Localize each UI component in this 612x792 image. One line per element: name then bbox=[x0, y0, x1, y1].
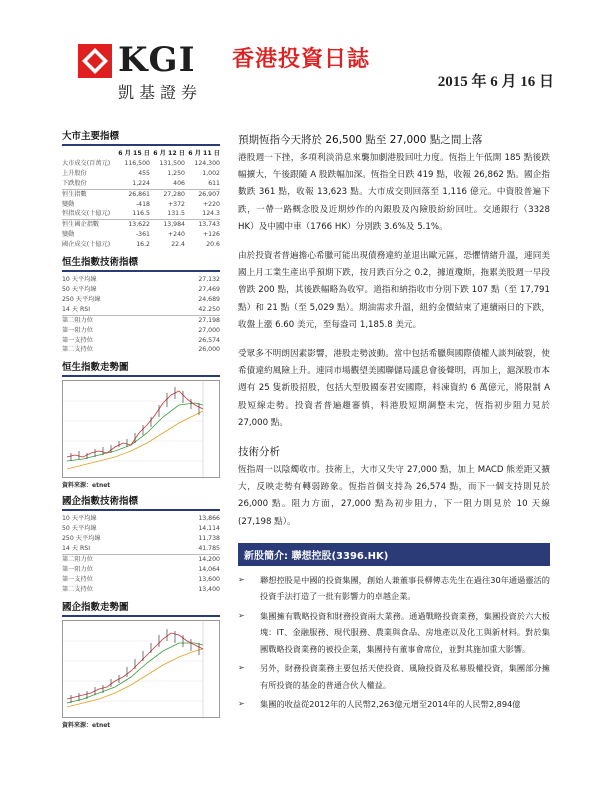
table-cell: 16.2 bbox=[136, 241, 150, 249]
table-cell: 第二支持位 bbox=[62, 346, 93, 354]
table-cell: 124.3 bbox=[202, 210, 220, 218]
table-cell: 恒指成交(十億元) bbox=[62, 210, 111, 218]
table-cell: 6 月 12 日 bbox=[153, 150, 185, 157]
table-row bbox=[62, 534, 220, 544]
table-cell: 13,622 bbox=[115, 220, 150, 230]
logo-text: KGI bbox=[118, 40, 196, 80]
table-cell: 13,984 bbox=[150, 220, 185, 230]
list-item bbox=[238, 696, 550, 713]
technical-analysis-title: 技術分析 bbox=[238, 446, 280, 459]
list-item bbox=[238, 608, 550, 658]
hsi-table bbox=[62, 275, 220, 355]
table-cell: 11,738 bbox=[198, 535, 220, 543]
table-cell: 41.785 bbox=[198, 545, 220, 553]
report-date: 2015 年 6 月 16 日 bbox=[437, 74, 554, 90]
table-cell: 50 天平均線 bbox=[62, 285, 97, 293]
table-cell: 14,200 bbox=[163, 554, 220, 564]
hsi-chart bbox=[62, 380, 220, 478]
hscei-chart-source: 資料來源：etnet bbox=[62, 721, 111, 729]
bullet-text: 集團擁有戰略投資和財務投資兩大業務。通過戰略投資業務，集團投資於六大板塊：IT、金融服務、現代服務、農業與食品、房地產以及化工與新材料。對於集團戰略投資業務的被投企業，集團持有董事會席位，並對其施加重大影響。 bbox=[260, 610, 550, 654]
table-cell: 116,500 bbox=[124, 159, 150, 167]
table-cell: 第一阻力位 bbox=[62, 326, 93, 334]
table-row bbox=[62, 209, 220, 219]
table-cell: 第二阻力位 bbox=[62, 554, 163, 564]
market-table bbox=[62, 149, 220, 250]
table-cell: 10 天平均線 bbox=[62, 276, 97, 284]
market-indicators-title: 大市主要指標 bbox=[62, 128, 220, 146]
table-cell: 406 bbox=[173, 179, 185, 187]
table-cell: 26,574 bbox=[198, 336, 220, 344]
table-cell: 27,132 bbox=[198, 276, 220, 284]
table-cell: +126 bbox=[203, 231, 220, 239]
table-cell: 第二支持位 bbox=[62, 585, 93, 593]
outlook-paragraph: 受眾多不明朗因素影響，港股走勢波動。當中包括希臘與國際債權人談判破裂，使希債違約風險上升。連同市場觀望美國聯儲局議息會後聲明，再加上，滬深股市本週有 25 隻新股招股，包括大型股國泰君安國際，料凍資約 6 萬億元，將限制 A 股短線走勢。投資者普遍趨審慎，料港股短期調整未完，恆指初步阻力見於 27,000 點。 bbox=[238, 349, 550, 428]
main-content bbox=[238, 132, 550, 716]
table-cell: 大市成交(百萬元) bbox=[62, 159, 111, 167]
market-indicators bbox=[62, 128, 220, 250]
table-cell: 250 天平均線 bbox=[62, 295, 101, 303]
table-cell: 131.5 bbox=[167, 210, 185, 218]
kgi-diamond-icon bbox=[78, 44, 112, 78]
logo-chinese-name: 凱基證券 bbox=[118, 83, 203, 102]
table-cell: -361 bbox=[135, 231, 150, 239]
hscei-chart bbox=[62, 620, 220, 718]
table-cell: 22.4 bbox=[171, 241, 185, 249]
table-cell: 26,907 bbox=[185, 189, 220, 199]
table-cell: +220 bbox=[203, 200, 220, 208]
table-cell: 250 天平均線 bbox=[62, 535, 101, 543]
list-item bbox=[238, 660, 550, 693]
table-cell: 6 月 11 日 bbox=[188, 150, 220, 157]
table-cell: 第一阻力位 bbox=[62, 565, 93, 573]
table-cell: 1,002 bbox=[202, 169, 220, 177]
table-row bbox=[62, 514, 220, 524]
arrow-bullet-icon: ➢ bbox=[238, 610, 245, 620]
ipo-banner: 新股簡介: 聯想控股(3396.HK) bbox=[238, 543, 550, 566]
table-row bbox=[62, 295, 220, 305]
table-cell: 14,064 bbox=[198, 565, 220, 573]
table-row bbox=[62, 159, 220, 169]
table-row bbox=[62, 524, 220, 534]
table-cell: 20.6 bbox=[206, 241, 220, 249]
table-cell: 變動 bbox=[62, 200, 75, 208]
table-cell: 第一支持位 bbox=[62, 336, 93, 344]
market-summary-paragraph: 港股週一下挫，多項利淡消息來襲加劇港股回吐力度。恆指上午低開 185 點後跌幅擴大，午後跟隨 A 股跌幅加深。恆指全日跌 419 點，收報 26,862 點。國企指數跌 361 點，收報 13,623 點。大市成交則回落至 1,116 億元。中資股普遍下跌，一帶一路概念股及近期炒作的內銀股及內險股紛紛回吐。交通銀行（3328 HK）及中國中車（1766 HK）分別跌 3.6%及 5.1%。 bbox=[238, 153, 550, 232]
hscei-chart-image bbox=[63, 621, 221, 719]
table-cell: 14,114 bbox=[198, 525, 220, 533]
table-cell: 26,000 bbox=[198, 346, 220, 354]
page-title: 香港投資日誌 bbox=[232, 46, 371, 72]
table-row bbox=[62, 575, 220, 585]
table-cell: 國企成交(十億元) bbox=[62, 241, 111, 249]
bullet-text: 聯想控股是中國的投資集團，創始人兼董事長柳傳志先生在過往30年通過靈活的投資手法打造了一批有影響力的卓越企業。 bbox=[260, 574, 550, 602]
kgi-logo bbox=[78, 42, 228, 102]
hsi-chart-title: 恒生指數走勢圖 bbox=[62, 359, 220, 377]
table-cell: 第二阻力位 bbox=[62, 315, 163, 325]
table-cell: 6 月 15 日 bbox=[118, 150, 150, 157]
table-cell: 27,198 bbox=[163, 315, 220, 325]
table-row bbox=[62, 544, 220, 554]
hsi-chart-source: 資料來源：etnet bbox=[62, 482, 111, 490]
arrow-bullet-icon: ➢ bbox=[238, 699, 245, 709]
table-row bbox=[62, 275, 220, 285]
ipo-bullet-list bbox=[238, 572, 550, 713]
list-item bbox=[238, 572, 550, 605]
table-cell: 14 天 RSI bbox=[62, 305, 91, 313]
table-cell: 13,743 bbox=[185, 220, 220, 230]
table-cell: 13,400 bbox=[198, 585, 220, 593]
table-cell: 455 bbox=[138, 169, 150, 177]
table-cell: 1,224 bbox=[132, 179, 150, 187]
table-cell: 恒生指數 bbox=[62, 189, 115, 199]
table-cell: +240 bbox=[167, 231, 185, 239]
table-row bbox=[62, 336, 220, 346]
technical-analysis-paragraph: 恆指周一以陰燭收市。技術上，大市又失守 27,000 點，加上 MACD 熊差距又擴大，反映走勢有轉弱跡象。恆指首個支持為 26,574 點，而下一個支持則見於 26,000 點。阻力方面，27,000 點為初步阻力，下一阻力則見於 10 天線(27,198 點）。 bbox=[238, 465, 550, 527]
table-row bbox=[62, 220, 220, 230]
table-cell: +372 bbox=[167, 200, 185, 208]
table-cell: 42.250 bbox=[198, 305, 220, 313]
arrow-bullet-icon: ➢ bbox=[238, 574, 245, 584]
table-cell: 116.5 bbox=[132, 210, 150, 218]
table-row bbox=[62, 179, 220, 189]
table-cell: 13,866 bbox=[198, 515, 220, 523]
table-row bbox=[62, 200, 220, 210]
global-markets-paragraph: 由於投資者普遍擔心希臘可能出現債務違約並退出歐元區，恐懼情緒升溫，連同美國上月工業生產出乎預期下跌，按月跌百分之 0.2，據道瓊斯，拖累美股週一早段曾跌 200 點，其後跌幅略為收窄。道指和納指收市分別下跌 107 點（至 17,791 點）和 21 點（至 5,029 點）。期油需求升溫，紐約金價結束了連續兩日的下跌，收盤上漲 6.60 美元，至每盎司 1,185.8 美元。 bbox=[238, 251, 550, 330]
table-row bbox=[62, 554, 220, 564]
headline: 預期恆指今天將於 26,500 點至 27,000 點之間上落 bbox=[238, 134, 483, 146]
table-cell: 變動 bbox=[62, 231, 75, 239]
table-cell: 上升股份 bbox=[62, 169, 87, 177]
table-row bbox=[62, 345, 220, 355]
table-cell: 13,600 bbox=[198, 575, 220, 583]
table-cell: 恒生國企指數 bbox=[62, 220, 115, 230]
table-cell: -418 bbox=[135, 200, 150, 208]
table-cell: 124,300 bbox=[194, 159, 220, 167]
table-cell: 1,250 bbox=[167, 169, 185, 177]
table-row bbox=[62, 285, 220, 295]
table-cell: 第一支持位 bbox=[62, 575, 93, 583]
table-cell: 26,861 bbox=[115, 189, 150, 199]
table-row bbox=[62, 315, 220, 325]
hscei-table bbox=[62, 514, 220, 594]
table-row bbox=[62, 305, 220, 315]
table-header-row bbox=[62, 149, 220, 159]
table-row bbox=[62, 230, 220, 240]
hsi-indicators-title: 恒生指數技術指標 bbox=[62, 254, 220, 272]
table-cell: 下跌股份 bbox=[62, 179, 87, 187]
table-cell: 10 天平均線 bbox=[62, 515, 97, 523]
table-cell bbox=[62, 149, 115, 159]
table-row bbox=[62, 565, 220, 575]
table-cell: 27,000 bbox=[198, 326, 220, 334]
hscei-chart-title: 國企指數走勢圖 bbox=[62, 599, 220, 617]
table-row bbox=[62, 240, 220, 250]
table-cell: 131,500 bbox=[159, 159, 185, 167]
table-row bbox=[62, 169, 220, 179]
table-cell: 611 bbox=[208, 179, 220, 187]
table-row bbox=[62, 326, 220, 336]
bullet-text: 另外，財務投資業務主要包括天使投資、風險投資及私募股權投資，集團部分擁有所投資的基金的普通合伙人權益。 bbox=[260, 663, 550, 690]
hscei-indicators-title: 國企指數技術指標 bbox=[62, 493, 220, 511]
table-cell: 27,469 bbox=[198, 285, 220, 293]
table-cell: 27,280 bbox=[150, 189, 185, 199]
table-cell: 14 天 RSI bbox=[62, 545, 91, 553]
hscei-indicators bbox=[62, 493, 220, 594]
table-cell: 50 天平均線 bbox=[62, 525, 97, 533]
table-row bbox=[62, 585, 220, 595]
hscei-chart-block bbox=[62, 599, 220, 729]
hsi-chart-block bbox=[62, 359, 220, 489]
bullet-text: 集團的收益從2012年的人民幣2,263億元增至2014年的人民幣2,894億 bbox=[260, 699, 521, 710]
table-cell: 24,689 bbox=[198, 295, 220, 303]
hsi-chart-image bbox=[63, 381, 221, 479]
arrow-bullet-icon: ➢ bbox=[238, 663, 245, 673]
hsi-indicators bbox=[62, 254, 220, 355]
table-row bbox=[62, 189, 220, 199]
sidebar bbox=[62, 128, 220, 733]
